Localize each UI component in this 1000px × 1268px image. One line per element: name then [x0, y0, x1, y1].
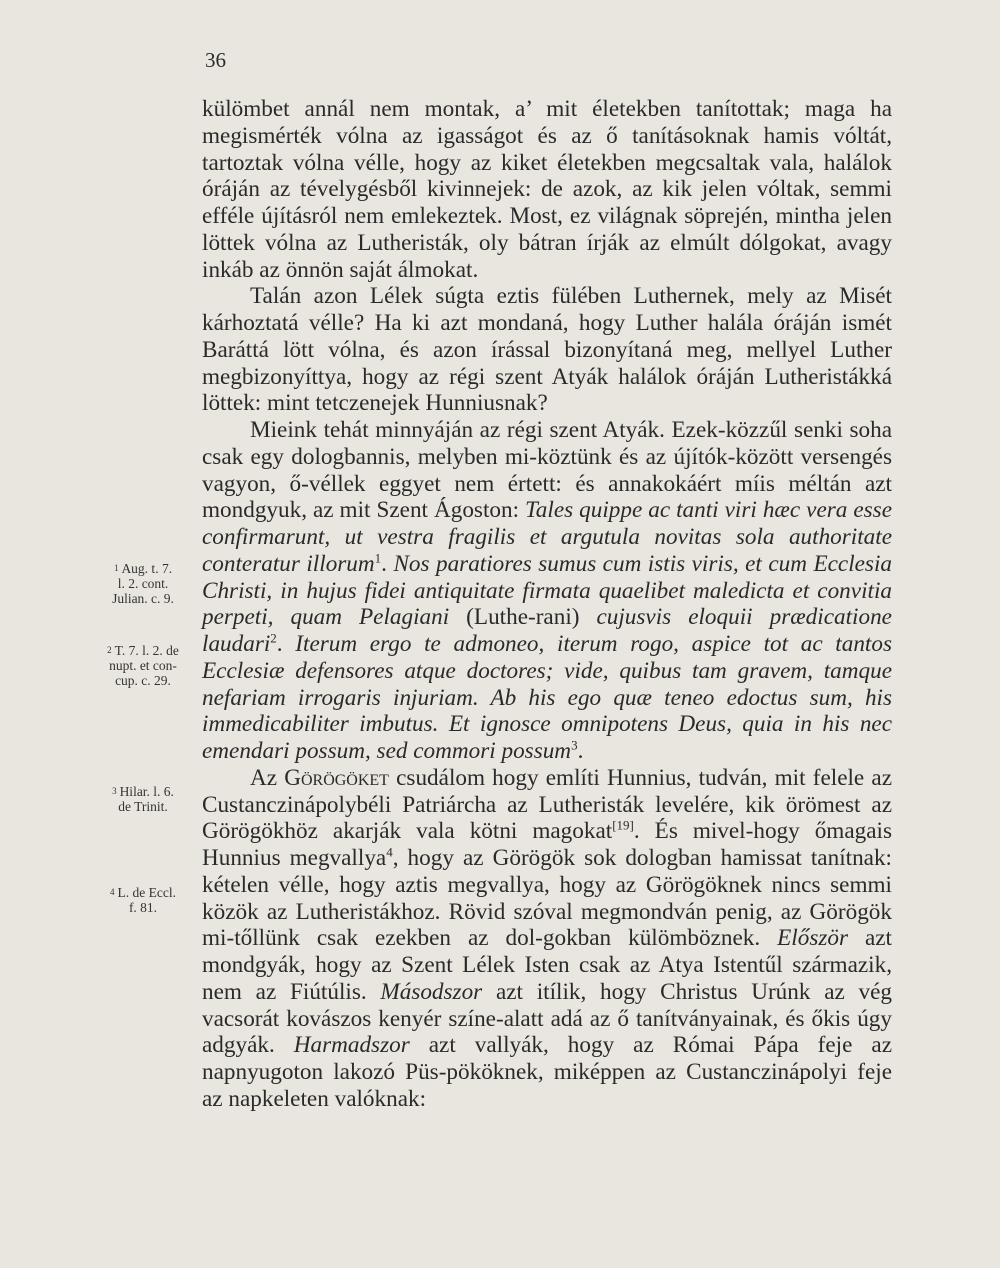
footnote-marker: 2: [270, 630, 277, 646]
margin-note: [93, 643, 193, 688]
margin-note-line: L. de Eccl.: [117, 885, 176, 900]
text-run: azt mondgyák, hogy az Szent Lélek Isten csak az Atya Istentűl származik, nem az Fiútúlis.: [202, 925, 893, 1005]
margin-note-line: de Trinit.: [118, 799, 168, 814]
footnote-marker: 4: [386, 844, 393, 860]
emphasis-word: Először: [777, 925, 848, 952]
margin-note-line: Hilar. l. 6.: [119, 784, 174, 799]
text-run: (Luthe-rani): [449, 604, 597, 631]
paragraph: Talán azon Lélek súgta eztis fülében Luthernek, mely az Misét kárhoztatá vélle? Ha ki azt mondaná, hogy Luther halála óráján ismét Baráttá lött vólna, és azon írással bizonyítaná meg, mellyel Luther megbizonyíttya, hogy az régi szent Atyák halálok óráján Lutheristákká löttek: mint tetczenejek Hunniusnak?: [202, 283, 892, 417]
footnote-marker: 3: [571, 737, 578, 753]
emphasis-word: Harmadszor: [293, 1032, 410, 1059]
margin-note-number: 4: [110, 887, 115, 897]
paragraph: [202, 417, 892, 765]
latin-quote: cujusvis eloquii prædicatione laudari: [202, 604, 892, 657]
text-run: azt itílik, hogy Christus Urúnk az vég vacsorát kovászos kenyér színe-alatt adá az ő tanítványainak, és őkis úgy adgyák.: [202, 978, 892, 1059]
text-run: Mieink tehát minnyáján az régi szent Atyák. Ezek-közzűl senki soha csak egy dologbannis, melyben mi-köztünk és az újítók-között versengés vagyon, ő-véllek eggyet nem értett: és annakokáért míis méltán azt mondgyuk, az mit Szent Ágoston:: [202, 417, 892, 524]
margin-note-number: 1: [113, 563, 119, 573]
margin-note: [93, 561, 193, 606]
page-number: 36: [205, 48, 226, 72]
margin-note-line: nupt. et con-: [109, 658, 177, 673]
text-run: azt vallyák, hogy az Római Pápa feje az napnyugoton lakozó Püs-pököknek, miképpen az Custanczinápolyi feje az napkeleten valóknak:: [202, 1032, 892, 1112]
latin-quote: Nos paratiores sumus cum istis viris, et cum Ecclesia Christi, in hujus fidei antiquitate firmata quaelibet maledicta et convitia perpeti, quam Pelagiani: [202, 550, 892, 631]
margin-note: [93, 784, 193, 814]
paragraph: külömbet annál nem montak, a’ mit életekben tanítottak; maga ha megismérték vólna az igasságot és az ő tanításoknak hamis vóltát, tartoztak vólna vélle, hogy az kiket életekben megcsaltak vala, halálok óráján az tévelygésből kivinnejek: de azok, az kik jelen vóltak, semmi efféle újításról nem emlekeztek. Most, ez világnak söprején, mintha jelen löttek vólna az Lutheristák, oly bátran írják az elmúlt dólgokat, avagy inkáb az önnön saját álmokat.: [202, 96, 892, 283]
text-run: .: [381, 550, 394, 577]
text-run: Az: [250, 764, 285, 791]
margin-note-line: Aug. t. 7.: [121, 561, 173, 576]
latin-quote: Tales quippe ac tanti viri hæc vera esse confirmarunt, ut vestra fragilis et argutula novitas sola authoritate conteratur illorum: [202, 497, 892, 577]
footnote-marker: 1: [374, 550, 382, 566]
text-run: .: [577, 738, 584, 764]
margin-note-line: f. 81.: [128, 900, 158, 915]
text-run: csudálom hogy említi Hunnius, tudván, mit felele az Custanczinápolybéli Patriárcha az Lutheristák levelére, kik örömest az Görögökhöz akarják vala kötni magokat: [202, 764, 892, 845]
latin-quote: Iterum ergo te admoneo, iterum rogo, aspice tot ac tantos Ecclesiæ defensores atque doctores; vide, quibus tam gravem, tamque nefariam irrogaris injuriam. Ab his ego quæ teneo edoctus sum, his immedicabiliter imbutus. Et ignosce omnipotens Deus, quia in his nec emendari possum, sed commori possum: [202, 631, 892, 764]
text-run: , hogy az Görögök sok dologban hamissat tanítnak: kételen vélle, hogy aztis megvallya, hogy az Görögöknek nincs semmi közök az Lutheristákhoz. Rövid szóval megmondván penig, az Görögök mi-tőllünk csak ezekben az dol-gokban külömböznek.: [202, 845, 892, 952]
small-caps-word: Görögöket: [284, 764, 389, 791]
body-text: [202, 96, 892, 1113]
margin-note-line: Julian. c. 9.: [112, 591, 174, 606]
margin-note-number: 3: [112, 786, 117, 796]
margin-note-line: l. 2. cont.: [117, 576, 169, 591]
text-run: .: [276, 631, 296, 657]
margin-note-line: T. 7. l. 2. de: [114, 643, 179, 658]
margin-note-number: 2: [107, 645, 112, 655]
text-run: . És mivel-hogy őmagais Hunnius megvallya: [202, 818, 892, 871]
margin-note: [93, 885, 193, 915]
emphasis-word: Másodszor: [380, 978, 483, 1005]
margin-note-line: cup. c. 29.: [115, 673, 171, 688]
reference-marker: [19]: [612, 817, 634, 833]
paragraph: [202, 765, 892, 1113]
